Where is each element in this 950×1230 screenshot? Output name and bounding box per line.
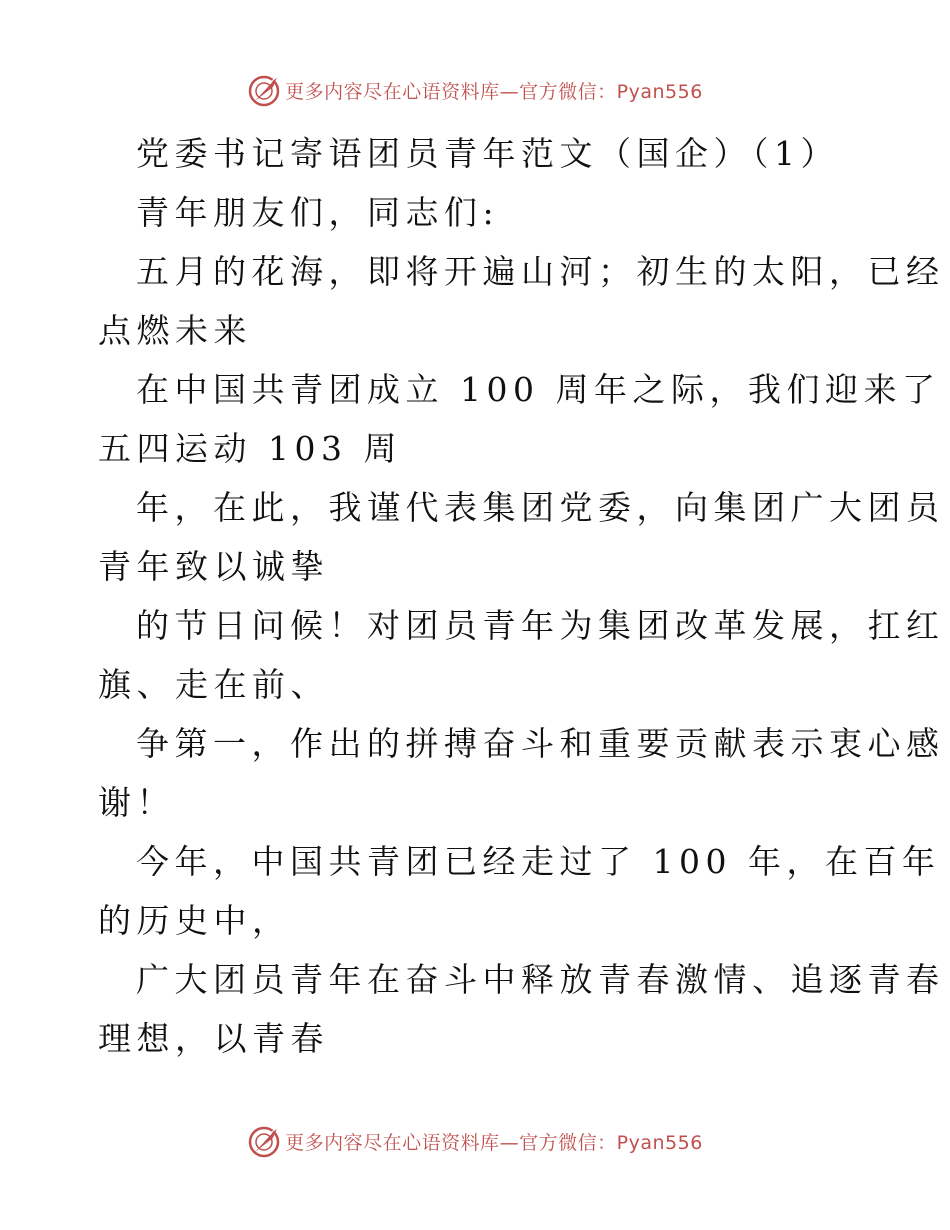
paragraph-line: 理想，以青春 [98, 1019, 329, 1058]
paragraph-line: 年，在此，我谨代表集团党委，向集团广大团员 [136, 488, 945, 527]
paragraph-line: 广大团员青年在奋斗中释放青春激情、追逐青春 [136, 960, 945, 999]
paragraph-line: 青年朋友们，同志们: [136, 193, 500, 232]
paragraph-line: 青年致以诚挚 [98, 547, 329, 586]
paragraph-line: 旗、走在前、 [98, 665, 329, 704]
paragraph-line: 五月的花海，即将开遍山河；初生的太阳，已经 [136, 252, 945, 291]
paragraph-line: 谢！ [98, 783, 175, 822]
paragraph-line: 点燃未来 [98, 311, 252, 350]
footer-banner-text: 更多内容尽在心语资料库—官方微信：Pyan556 [285, 1131, 703, 1154]
paragraph-line: 五四运动 103 周 [98, 429, 402, 468]
footer-banner [0, 1123, 950, 1159]
paragraph-line: 在中国共青团成立 100 周年之际，我们迎来了 [136, 370, 941, 409]
paragraph-line: 今年，中国共青团已经走过了 100 年，在百年 [136, 842, 941, 881]
paragraph-line: 的节日问候！对团员青年为集团改革发展，扛红 [136, 606, 945, 645]
paragraph-line: 争第一，作出的拼搏奋斗和重要贡献表示衷心感 [136, 724, 945, 763]
header-banner [0, 72, 950, 108]
quill-logo-icon [247, 73, 281, 107]
document-title: 党委书记寄语团员青年范文（国企）（1） [136, 134, 839, 173]
quill-logo-icon [247, 1124, 281, 1158]
paragraph-line: 的历史中， [98, 901, 291, 940]
header-banner-text: 更多内容尽在心语资料库—官方微信：Pyan556 [285, 80, 703, 103]
document-body [98, 124, 945, 1068]
